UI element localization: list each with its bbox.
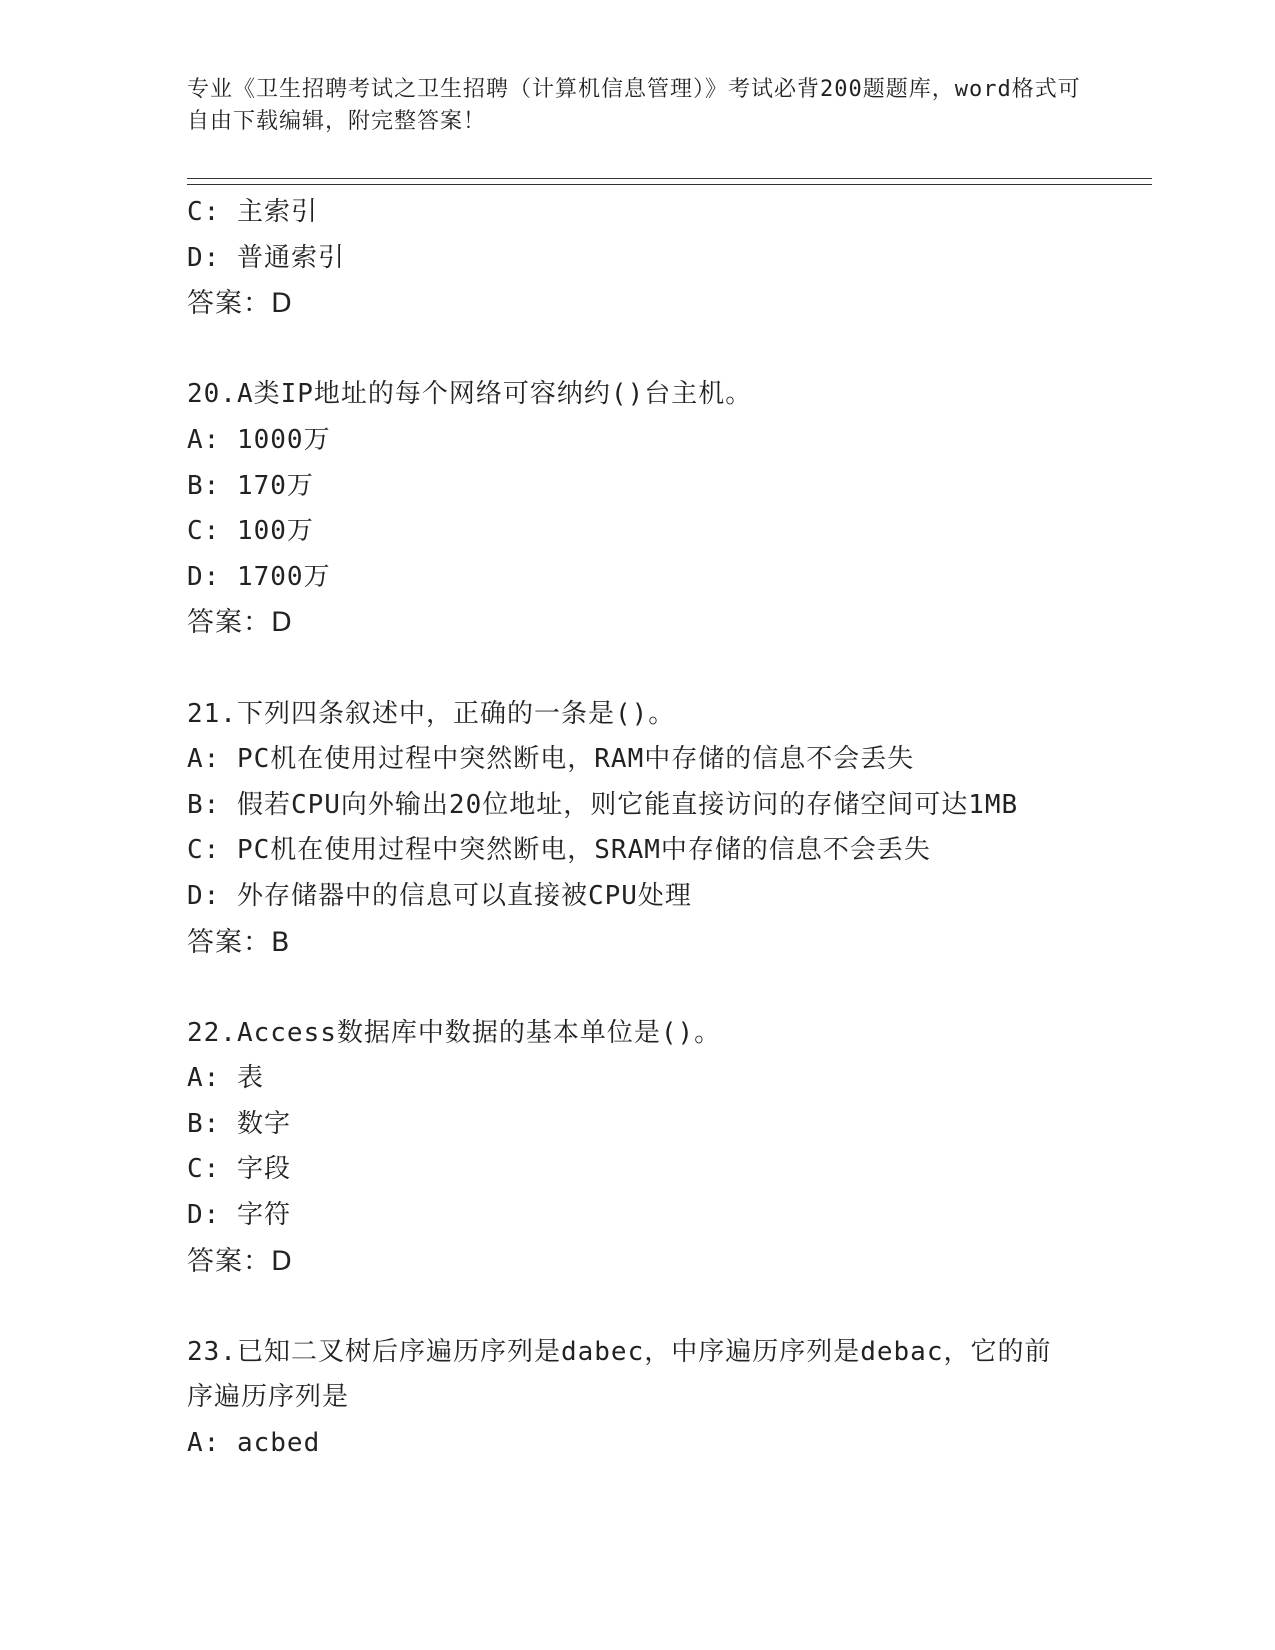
option-line: D: 普通索引 bbox=[187, 242, 345, 273]
answer-line: 答案：D bbox=[187, 1245, 293, 1277]
option-line: A: 1000万 bbox=[187, 424, 331, 455]
question-title: 20.A类IP地址的每个网络可容纳约()台主机。 bbox=[187, 379, 753, 410]
option-line: A: 表 bbox=[187, 1063, 264, 1094]
question-title: 23.已知二叉树后序遍历序列是dabec，中序遍历序列是debac，它的前序遍历序列是 bbox=[187, 1336, 1052, 1413]
answer-line: 答案：D bbox=[187, 607, 293, 639]
option-line: D: 外存储器中的信息可以直接被CPU处理 bbox=[187, 880, 692, 911]
question-block bbox=[187, 692, 1152, 966]
spacer bbox=[187, 1284, 1152, 1330]
question-block bbox=[187, 372, 1152, 646]
option-line: C: 主索引 bbox=[187, 197, 318, 227]
answer-line: 答案：D bbox=[187, 288, 293, 320]
document-header: 专业《卫生招聘考试之卫生招聘（计算机信息管理）》考试必背200题题库，word格式可自由下载编辑，附完整答案！ bbox=[187, 77, 1081, 134]
option-line: C: PC机在使用过程中突然断电，SRAM中存储的信息不会丢失 bbox=[187, 835, 931, 866]
spacer bbox=[187, 327, 1152, 373]
question-block bbox=[187, 1011, 1152, 1285]
option-line: C: 字段 bbox=[187, 1154, 291, 1185]
option-line: D: 字符 bbox=[187, 1200, 291, 1231]
option-line: B: 数字 bbox=[187, 1108, 291, 1139]
answer-line: 答案：B bbox=[187, 926, 291, 958]
question-content bbox=[187, 190, 1152, 1467]
question-block bbox=[187, 1330, 1152, 1467]
header-divider-top bbox=[187, 178, 1152, 179]
option-line: A: PC机在使用过程中突然断电，RAM中存储的信息不会丢失 bbox=[187, 744, 915, 775]
spacer bbox=[187, 965, 1152, 1011]
carryover-block bbox=[187, 190, 1152, 327]
spacer bbox=[187, 646, 1152, 692]
question-title: 21.下列四条叙述中，正确的一条是()。 bbox=[187, 698, 676, 729]
question-title: 22.Access数据库中数据的基本单位是()。 bbox=[187, 1017, 722, 1048]
option-line: A: acbed bbox=[187, 1428, 321, 1459]
option-line: B: 170万 bbox=[187, 470, 314, 501]
option-line: C: 100万 bbox=[187, 516, 314, 547]
header-divider-bottom bbox=[187, 184, 1152, 185]
option-line: B: 假若CPU向外输出20位地址，则它能直接访问的存储空间可达1MB bbox=[187, 789, 1019, 820]
option-line: D: 1700万 bbox=[187, 561, 331, 592]
